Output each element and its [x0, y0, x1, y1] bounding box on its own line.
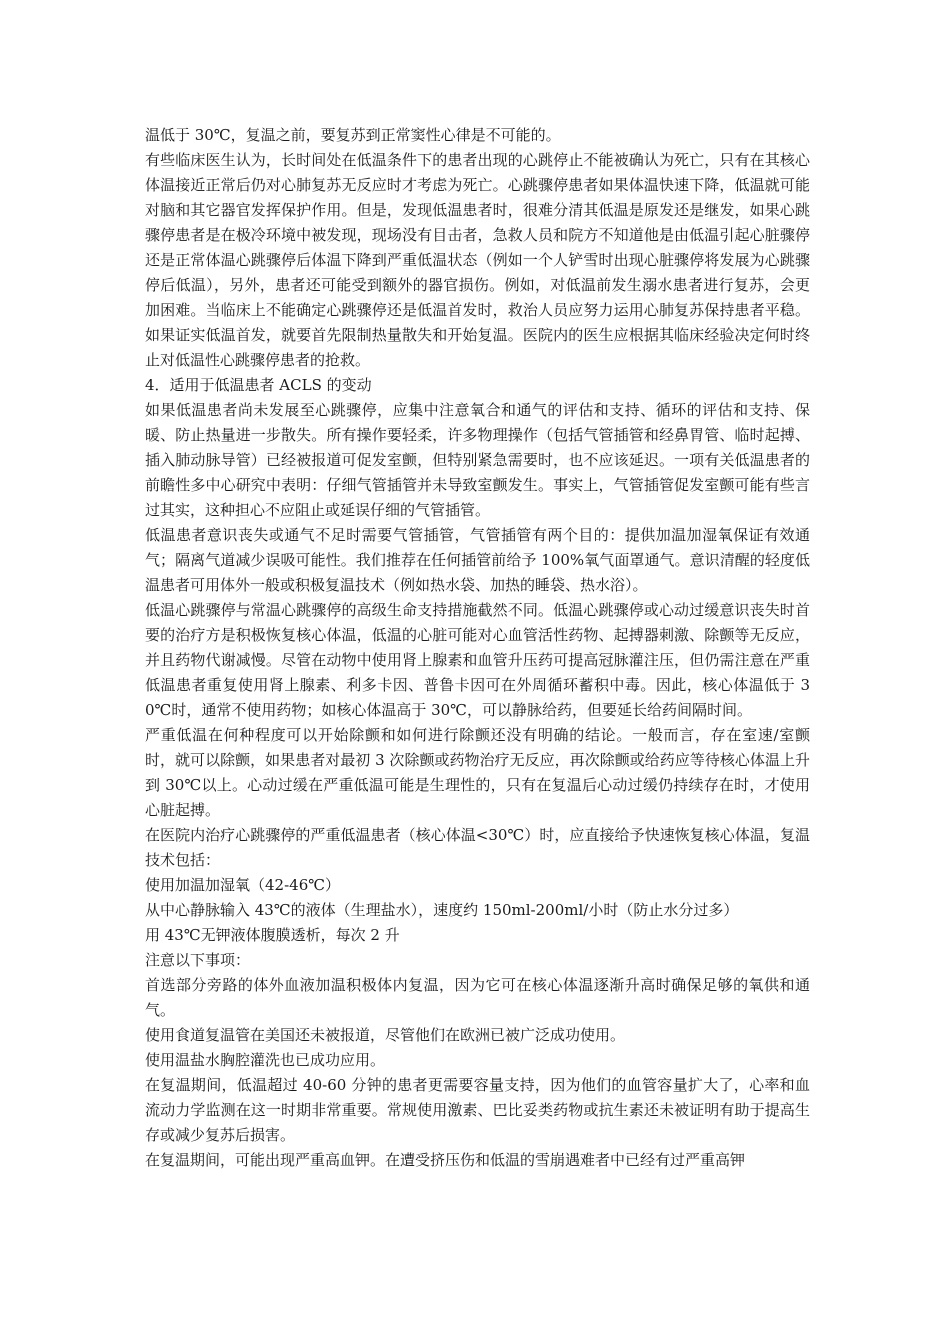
list-item: 使用食道复温管在美国还未被报道，尽管他们在欧洲已被广泛成功使用。: [145, 1026, 626, 1044]
list-item: 使用加温加湿氧（42-46℃）: [145, 876, 341, 894]
paragraph: 有些临床医生认为，长时间处在低温条件下的患者出现的心跳停止不能被确认为死亡，只有在其核心体温接近正常后仍对心肺复苏无反应时才考虑为死亡。心跳骤停患者如果体温快速下降，低温就可能对脑和其它器官发挥保护作用。但是，发现低温患者时，很难分清其低温是原发还是继发，如果心跳骤停患者是在极冷环境中被发现，现场没有目击者，急救人员和院方不知道他是由低温引起心脏骤停还是正常体温心跳骤停后体温下降到严重低温状态（例如一个人铲雪时出现心脏骤停将发展为心跳骤停后低温），另外，患者还可能受到额外的器官损伤。例如，对低温前发生溺水患者进行复苏，会更加困难。当临床上不能确定心跳骤停还是低温首发时，救治人员应努力运用心肺复苏保持患者平稳。如果证实低温首发，就要首先限制热量散失和开始复温。医院内的医生应根据其临床经验决定何时终止对低温性心跳骤停患者的抢救。: [145, 151, 810, 369]
paragraph: 低温心跳骤停与常温心跳骤停的高级生命支持措施截然不同。低温心跳骤停或心动过缓意识丧失时首要的治疗方是积极恢复核心体温，低温的心脏可能对心血管活性药物、起搏器刺激、除颤等无反应，并且药物代谢减慢。尽管在动物中使用肾上腺素和血管升压药可提高冠脉灌注压，但仍需注意在严重低温患者重复使用肾上腺素、利多卡因、普鲁卡因可在外周循环蓄积中毒。因此，核心体温低于 30℃时，通常不使用药物；如核心体温高于 30℃，可以静脉给药，但要延长给药间隔时间。: [145, 601, 810, 719]
list-item: 从中心静脉输入 43℃的液体（生理盐水），速度约 150ml-200ml/小时（防止水分过多）: [145, 901, 739, 919]
paragraph: 严重低温在何种程度可以开始除颤和如何进行除颤还没有明确的结论。一般而言，存在室速/室颤时，就可以除颤，如果患者对最初 3 次除颤或药物治疗无反应，再次除颤或给药应等待核心体温上升到 30℃以上。心动过缓在严重低温可能是生理性的，只有在复温后心动过缓仍持续存在时，才使用心脏起搏。: [145, 726, 810, 819]
paragraph: 如果低温患者尚未发展至心跳骤停，应集中注意氧合和通气的评估和支持、循环的评估和支持、保暖、防止热量进一步散失。所有操作要轻柔，许多物理操作（包括气管插管和经鼻胃管、临时起搏、插入肺动脉导管）已经被报道可促发室颤，但特别紧急需要时，也不应该延迟。一项有关低温患者的前瞻性多中心研究中表明：仔细气管插管并未导致室颤发生。事实上，气管插管促发室颤可能有些言过其实，这种担心不应阻止或延误仔细的气管插管。: [145, 401, 810, 519]
list-item: 首选部分旁路的体外血液加温积极体内复温，因为它可在核心体温逐渐升高时确保足够的氧供和通气。: [145, 976, 810, 1019]
paragraph: 在复温期间，可能出现严重高血钾。在遭受挤压伤和低温的雪崩遇难者中已经有过严重高钾: [145, 1151, 746, 1169]
paragraph: 在复温期间，低温超过 40-60 分钟的患者更需要容量支持，因为他们的血管容量扩大了，心率和血流动力学监测在这一时期非常重要。常规使用激素、巴比妥类药物或抗生素还未被证明有助于提高生存或减少复苏后损害。: [145, 1076, 810, 1144]
paragraph: 注意以下事项：: [145, 951, 251, 969]
document-body: [145, 123, 810, 1173]
list-item: 用 43℃无钾液体腹膜透析，每次 2 升: [145, 926, 400, 944]
paragraph: 低温患者意识丧失或通气不足时需要气管插管，气管插管有两个目的：提供加温加湿氧保证有效通气；隔离气道减少误吸可能性。我们推荐在任何插管前给予 100%氧气面罩通气。意识清醒的轻度低温患者可用体外一般或积极复温技术（例如热水袋、加热的睡袋、热水浴）。: [145, 526, 810, 594]
paragraph: 在医院内治疗心跳骤停的严重低温患者（核心体温<30℃）时，应直接给予快速恢复核心体温，复温技术包括：: [145, 826, 810, 869]
section-heading: 4．适用于低温患者 ACLS 的变动: [145, 376, 372, 394]
paragraph: 温低于 30℃，复温之前，要复苏到正常窦性心律是不可能的。: [145, 126, 561, 144]
list-item: 使用温盐水胸腔灌洗也已成功应用。: [145, 1051, 386, 1069]
